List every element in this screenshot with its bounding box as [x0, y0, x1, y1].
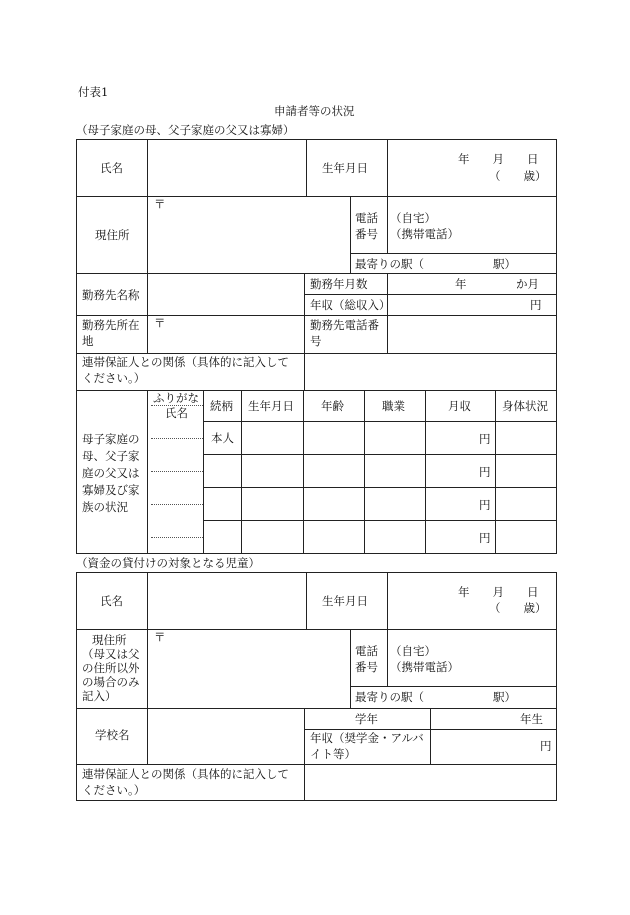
child-income-yen: 円: [540, 739, 552, 753]
child-guarantor-label-1: 連帯保証人との関係（具体的に記入して: [82, 767, 289, 781]
family-label-1: 母子家庭の: [82, 432, 140, 446]
child-address-label-1: 現住所: [92, 633, 127, 647]
child-income-label-1: 年収（奨学金・アルバ: [310, 731, 424, 745]
col-relation: 続柄: [210, 399, 233, 413]
child-phone-label-1: 電話: [355, 644, 378, 658]
home-phone-label[interactable]: （自宅）: [390, 211, 436, 225]
family-label-5: 族の状況: [82, 500, 128, 514]
phone-label-1: 電話: [355, 211, 378, 225]
income-yen-row2: 円: [479, 465, 491, 479]
child-address-label-3: の住所以外: [82, 661, 140, 675]
postal-mark: 〒: [154, 197, 166, 211]
work-name-label: 勤務先名称: [82, 288, 140, 302]
child-address-field[interactable]: [147, 644, 350, 707]
guarantor-label-1: 連帯保証人との関係（具体的に記入して: [82, 355, 289, 369]
work-address-label-2: 地: [82, 334, 94, 348]
col-birth: 生年月日: [248, 399, 294, 413]
child-name-label: 氏名: [100, 594, 123, 608]
col-name: 氏名: [165, 406, 188, 420]
grade-label: 学年: [355, 712, 378, 726]
work-years-label: 勤務年月数: [310, 277, 368, 291]
applicant-age[interactable]: （ 歳）: [489, 169, 547, 183]
col-age: 年齢: [321, 399, 344, 413]
child-address-label-2: （母又は父: [82, 647, 140, 661]
work-name-field[interactable]: [147, 274, 304, 315]
child-birth-label: 生年月日: [322, 594, 368, 608]
grade-unit: 年生: [520, 712, 543, 726]
child-mobile-phone[interactable]: （携帯電話）: [390, 660, 459, 674]
work-phone-label-1: 勤務先電話番: [310, 318, 379, 332]
income-yen-row3: 円: [479, 498, 491, 512]
applicant-address-label: 現住所: [95, 228, 130, 242]
section-heading-child: （資金の貸付けの対象となる児童）: [76, 556, 260, 570]
school-field[interactable]: [147, 709, 304, 764]
child-address-label-4: の場合のみ: [82, 675, 140, 689]
work-address-label-1: 勤務先所在: [82, 318, 140, 332]
work-months-unit: か月: [516, 277, 539, 291]
child-nearest-station[interactable]: 最寄りの駅（ 駅）: [355, 690, 516, 704]
section-heading-parent: （母子家庭の母、父子家庭の父又は寡婦）: [76, 123, 295, 137]
guarantor-label-2: ください。）: [82, 371, 146, 385]
applicant-address-field[interactable]: [147, 210, 350, 272]
child-guarantor-label-2: ください。）: [82, 783, 146, 797]
applicant-name-label: 氏名: [100, 161, 123, 175]
applicant-birth-label: 生年月日: [322, 161, 368, 175]
family-label-2: 母、父子家: [82, 449, 140, 463]
child-birth-date[interactable]: 年 月 日: [458, 585, 539, 599]
col-furigana: ふりがな: [153, 391, 199, 405]
child-age[interactable]: （ 歳）: [489, 601, 547, 615]
family-label-3: 庭の父又は: [82, 466, 140, 480]
nearest-station[interactable]: 最寄りの駅（ 駅）: [355, 257, 516, 271]
col-health: 身体状況: [502, 399, 548, 413]
work-phone-field[interactable]: [387, 316, 556, 353]
col-job: 職業: [382, 399, 405, 413]
page-title: 申請者等の状況: [274, 104, 355, 118]
appendix-label: 付表1: [78, 85, 109, 99]
school-label: 学校名: [95, 728, 130, 742]
child-income-label-2: イト等）: [310, 747, 356, 761]
guarantor-field[interactable]: [304, 354, 556, 390]
col-income: 月収: [448, 399, 471, 413]
postal-mark: 〒: [154, 630, 166, 644]
child-name-field[interactable]: [147, 573, 306, 629]
child-home-phone[interactable]: （自宅）: [390, 644, 436, 658]
child-guarantor-field[interactable]: [304, 765, 556, 800]
applicant-birth-date[interactable]: 年 月 日: [458, 152, 539, 166]
phone-label-2: 番号: [355, 227, 378, 241]
applicant-name-field[interactable]: [147, 140, 306, 196]
relation-self: 本人: [211, 431, 234, 445]
income-yen-row1: 円: [479, 432, 491, 446]
work-phone-label-2: 号: [310, 334, 322, 348]
postal-mark: 〒: [154, 316, 166, 330]
income-yen: 円: [530, 298, 542, 312]
child-address-label-5: 記入）: [82, 689, 117, 703]
work-years-unit: 年: [455, 277, 467, 291]
income-yen-row4: 円: [479, 531, 491, 545]
income-label: 年収（総収入）: [310, 298, 391, 312]
mobile-phone-label[interactable]: （携帯電話）: [390, 227, 459, 241]
child-phone-label-2: 番号: [355, 660, 378, 674]
family-label-4: 寡婦及び家: [82, 483, 140, 497]
